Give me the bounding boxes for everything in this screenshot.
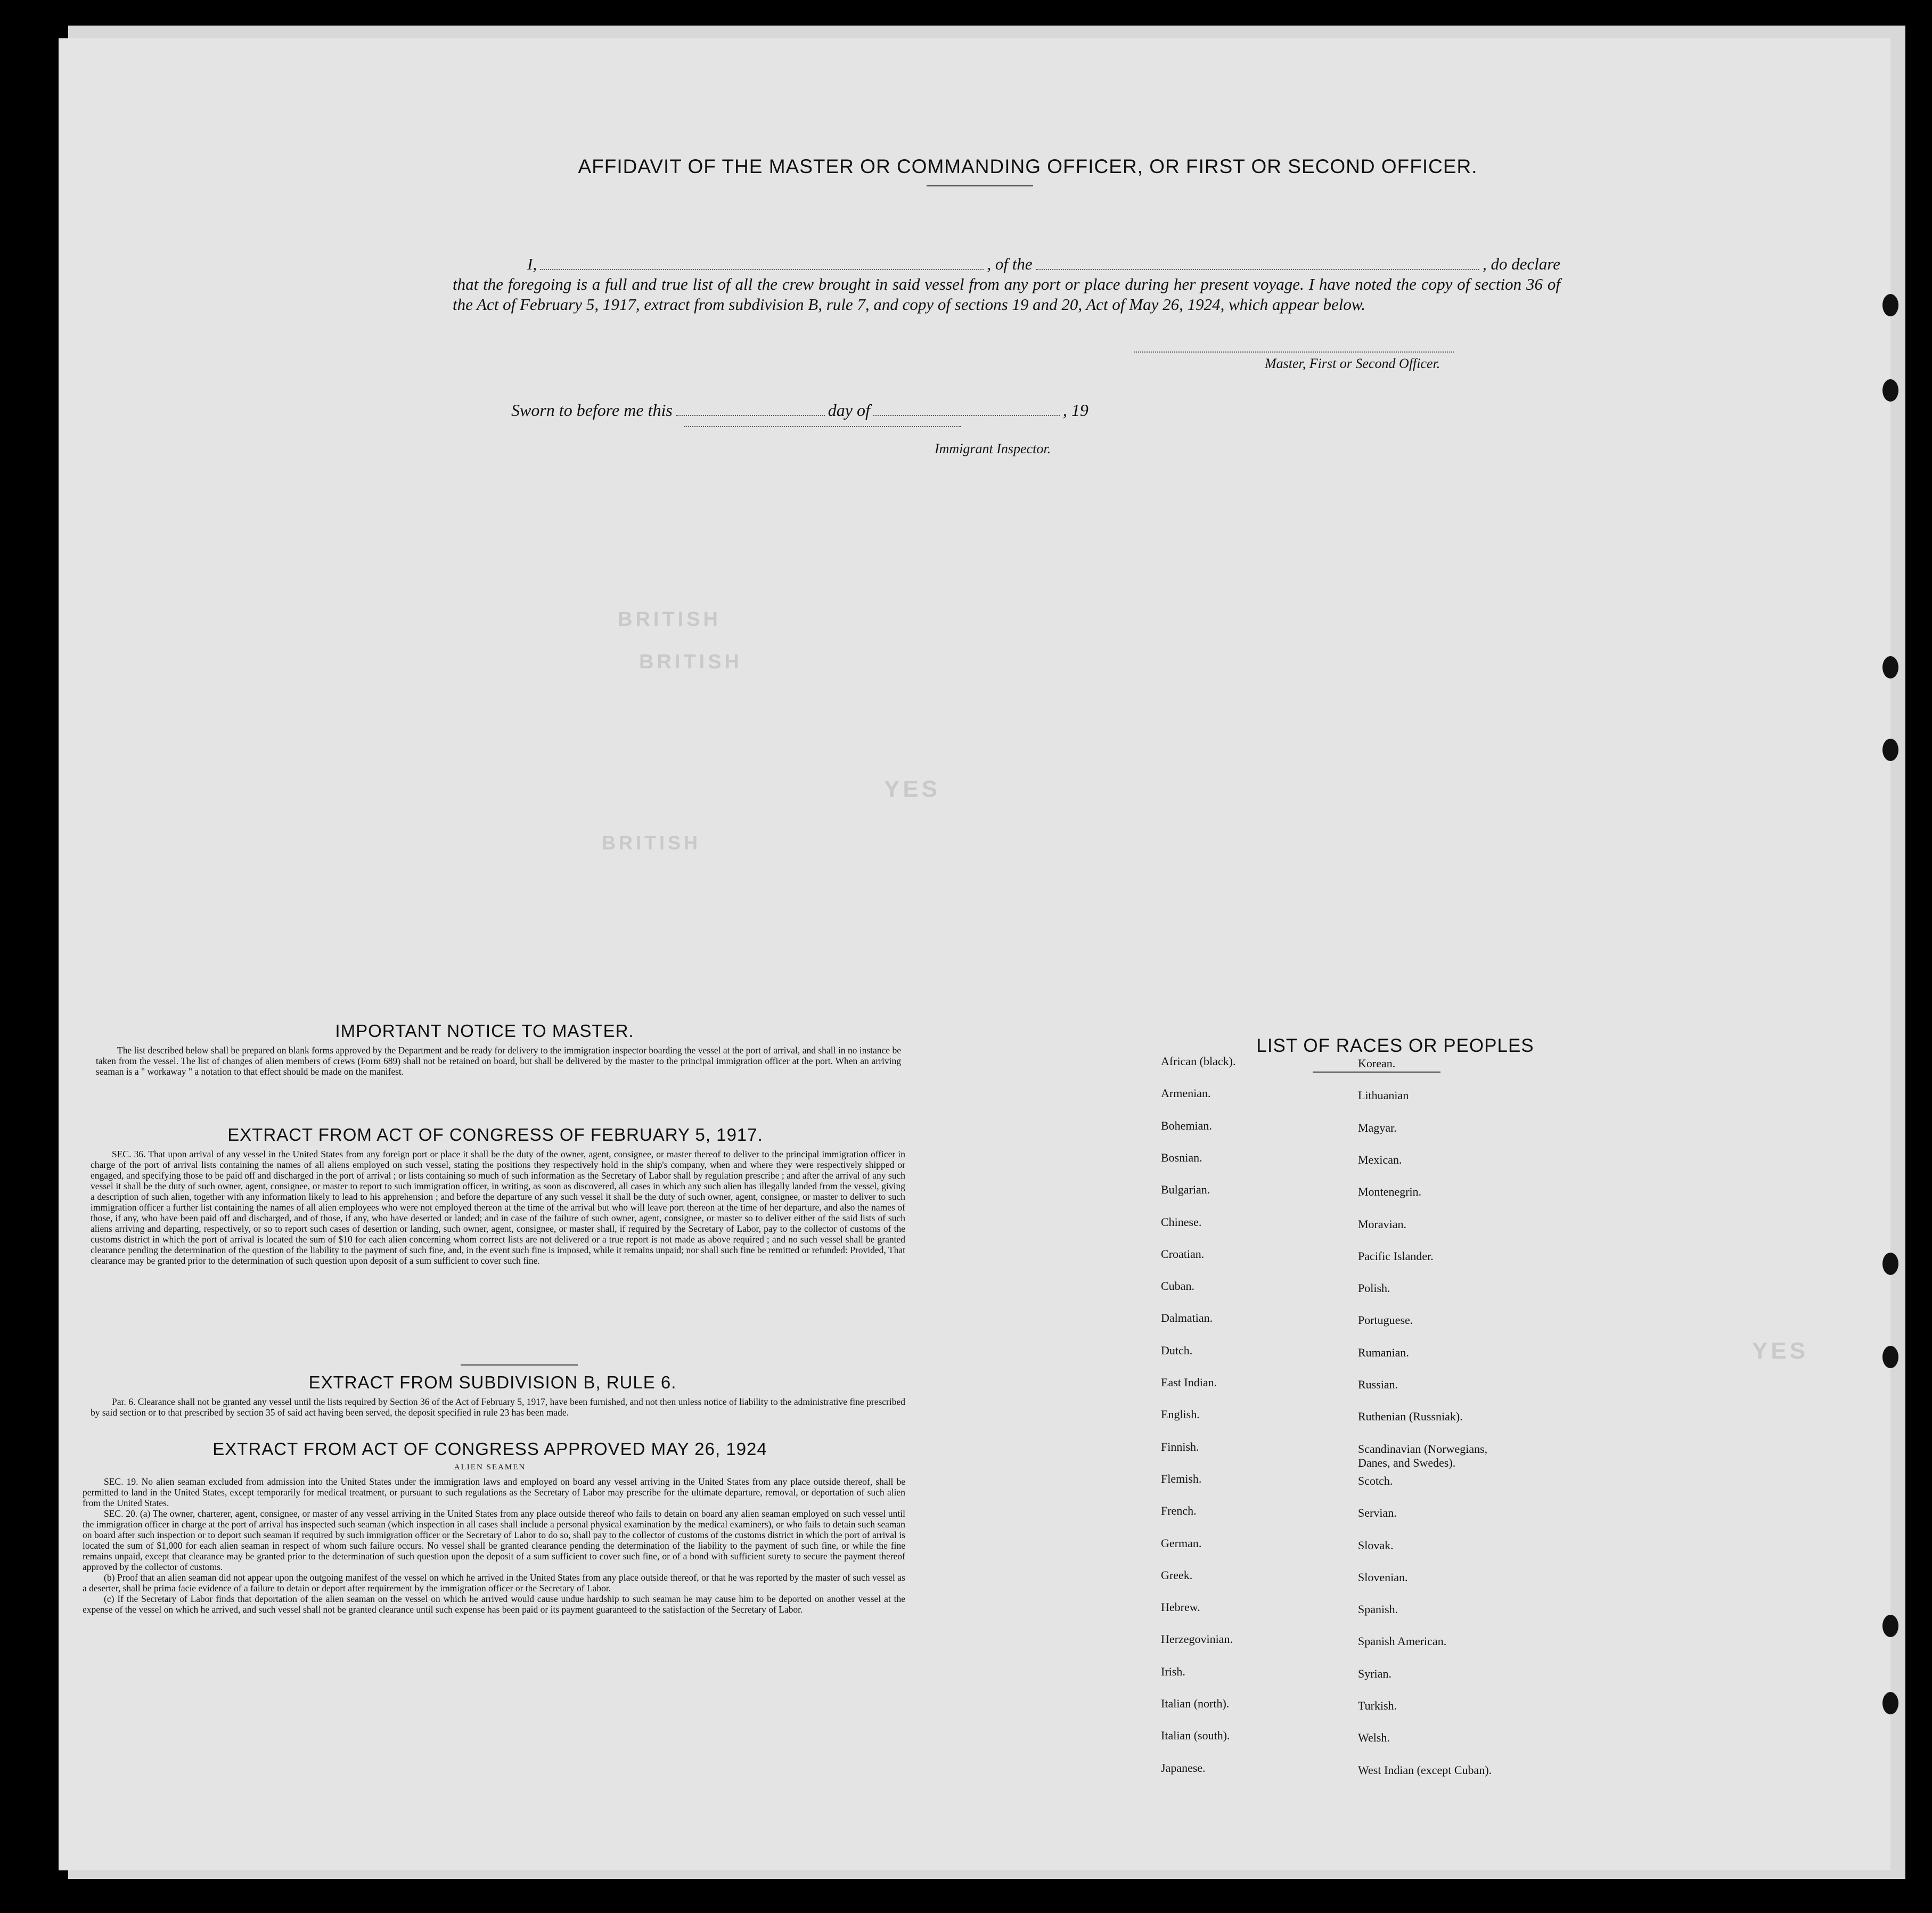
race-entry: Scandinavian (Norwegians, Danes, and Swedes).: [1358, 1442, 1488, 1469]
manifest-page: [59, 38, 1890, 1870]
race-entry: Scotch.: [1358, 1474, 1393, 1487]
race-entry: Japanese.: [1161, 1761, 1206, 1775]
binder-hole: [1882, 739, 1898, 761]
race-entry: Moravian.: [1358, 1217, 1407, 1231]
binder-hole: [1882, 379, 1898, 402]
bleed-through-mark: YES: [884, 776, 941, 802]
extract-rule6-title: EXTRACT FROM SUBDIVISION B, RULE 6.: [308, 1372, 677, 1392]
section-divider: [461, 1364, 578, 1366]
notice-text: The list described below shall be prepared on blank forms approved by the Department and be ready for delivery to the immigration inspector boarding the vessel at the port of arrival, and shall in no instance be taken from the vessel. The list of changes of alien members of crews (Form 689) shall not be retained on board, but shall be delivered by the master to the principal immigration officer at the port. When an arriving seaman is a " workaway " a notation to that effect should be made on the manifest.: [96, 1045, 901, 1077]
section-20a-text: SEC. 20. (a) The owner, charterer, agent, consignee, or master of any vessel arriving in the United States from any place outside thereof who fails to detain on board any alien seaman employed on such vessel until the immigration officer in charge at the port of arrival has inspected such seaman (which inspection in all cases shall include a personal physical examination by the medical examiners), or who fails to detain such seaman on board after such inspection or to deport such seaman if required by such immigration officer or the Secretary of Labor to do so, shall pay to the collector of customs of the customs district in which the port of arrival is located the sum of $1,000 for each alien seaman in respect of whom such failure occurs. No vessel shall be granted clearance pending the determination of the liability to the payment of such fine, or while the fine remains unpaid, except that clearance may be granted prior to the determination of such question upon the deposit of a sum sufficient to cover such fine, or of a bond with sufficient surety to secure the payment thereof approved by the collector of customs.: [83, 1508, 905, 1572]
sworn-month-field[interactable]: [873, 415, 1060, 416]
race-entry: Bosnian.: [1161, 1150, 1202, 1164]
race-entry: Lithuanian: [1358, 1089, 1409, 1102]
binder-hole: [1882, 294, 1898, 316]
race-entry: Russian.: [1358, 1378, 1398, 1391]
race-entry: Spanish American.: [1358, 1634, 1447, 1648]
declaration-first-line: [453, 254, 1560, 274]
master-signature-label: Master, First or Second Officer.: [1265, 356, 1440, 371]
sworn-prefix: Sworn to before me this: [511, 400, 673, 420]
race-entry: Cuban.: [1161, 1279, 1194, 1293]
race-entry: Armenian.: [1161, 1086, 1211, 1100]
race-entry: Bohemian.: [1161, 1118, 1212, 1132]
race-entry: Croatian.: [1161, 1247, 1205, 1261]
sworn-day-field[interactable]: [676, 415, 825, 416]
extract-1917-title: EXTRACT FROM ACT OF CONGRESS OF FEBRUARY 5, 1917.: [227, 1125, 763, 1144]
race-entry: Syrian.: [1358, 1666, 1391, 1680]
race-entry: Korean.: [1358, 1057, 1396, 1070]
section-20c-text: (c) If the Secretary of Labor finds that deportation of the alien seaman on the vessel on which he arrived would cause undue hardship to such seaman he may cause him to be deported on another vessel at the expense of the vessel on which he arrived, and such vessel shall not be granted clearance until such expense has been paid or its payment guaranteed to the satisfaction of the Secretary of Labor.: [83, 1593, 905, 1615]
binder-hole: [1882, 1253, 1898, 1275]
race-entry: Greek.: [1161, 1568, 1193, 1582]
bleed-through-mark: YES: [1752, 1338, 1809, 1364]
race-entry: Italian (south).: [1161, 1729, 1230, 1743]
race-entry: Irish.: [1161, 1664, 1185, 1678]
extract-1924-subtitle: ALIEN SEAMEN: [454, 1463, 526, 1471]
binder-hole: [1882, 1692, 1898, 1714]
race-entry: German.: [1161, 1536, 1202, 1550]
title-divider: [927, 185, 1033, 186]
sworn-day-label: day of: [828, 400, 870, 420]
vessel-blank-field[interactable]: [1036, 269, 1479, 270]
signature-line-inspector[interactable]: [684, 426, 961, 427]
binder-hole: [1882, 1615, 1898, 1637]
race-entry: West Indian (except Cuban).: [1358, 1763, 1492, 1777]
race-entry: French.: [1161, 1504, 1197, 1518]
race-entry: Dutch.: [1161, 1343, 1193, 1357]
notice-title: IMPORTANT NOTICE TO MASTER.: [335, 1021, 634, 1041]
race-entry: Welsh.: [1358, 1731, 1390, 1745]
binder-holes: [1882, 38, 1904, 1870]
race-entry: Chinese.: [1161, 1215, 1202, 1229]
race-entry: Spanish.: [1358, 1603, 1398, 1616]
race-entry: English.: [1161, 1408, 1200, 1421]
bleed-through-mark: BRITISH: [602, 832, 701, 854]
race-entry: African (black).: [1161, 1054, 1236, 1068]
section-19-text: SEC. 19. No alien seaman excluded from admission into the United States under the immigration laws and employed on board any vessel arriving in the United States from any place outside thereof, shall be permitted to land in the United States, except temporarily for medical treatment, or pursuant to such regulations as the Secretary of Labor may prescribe for the ultimate departure, removal, or deportation of such alien from the United States.: [83, 1476, 905, 1508]
declaration-body: that the foregoing is a full and true list of all the crew brought in said vessel from any port or place during her present voyage. I have noted the copy of section 36 of the Act of February 5, 1917, extract from subdivision B, rule 7, and copy of sections 19 and 20, Act of May 26, 1924, which appear below.: [453, 275, 1560, 314]
race-entry: Ruthenian (Russniak).: [1358, 1410, 1463, 1424]
inspector-signature-label: Immigrant Inspector.: [935, 441, 1051, 456]
race-entry: Montenegrin.: [1358, 1185, 1422, 1199]
race-entry: Finnish.: [1161, 1440, 1199, 1453]
race-entry: Mexican.: [1358, 1152, 1402, 1166]
race-entry: Italian (north).: [1161, 1697, 1230, 1710]
race-entry: Flemish.: [1161, 1471, 1202, 1485]
race-entry: Rumanian.: [1358, 1345, 1409, 1359]
extract-1917-text: SEC. 36. That upon arrival of any vessel in the United States from any foreign port or place it shall be the duty of the owner, agent, consignee, or master thereof to deliver to the principal immigration officer in charge of the port of arrival lists containing the names of all aliens employed on such vessel, stating the positions they respectively hold in the ship's company, when and where they were respectively shipped or engaged, and specifying those to be paid off and discharged in the port of arrival ; or lists containing so much of such information as the Secretary of Labor shall by regulation prescribe ; and after the arrival of any such vessel it shall be the duty of such owner, agent, consignee, or master to report to such immigration officer, in writing, as soon as discovered, all cases in which any such alien has illegally landed from the vessel, giving a description of such alien, together with any information likely to lead to his apprehension ; and before the departure of any such vessel it shall be the duty of such owner, agent, consignee, or master to deliver to such immigration officer a further list containing the names of all alien employees who were not employed thereon at the time of the arrival but who will leave port thereon at the time of her departure, and also the names of those, if any, who have been paid off and discharged, and of those, if any, who have deserted or landed; and in case of the failure of such owner, agent, consignee, or master so to deliver either of the said lists of such aliens arriving and departing, respectively, or so to report such cases of desertion or landing, such owner, agent, consignee, or master shall, if required by the Secretary of Labor, pay to the collector of customs of the customs district in which the port of arrival is located the sum of $10 for each alien concerning whom correct lists are not delivered or a true report is not made as above required ; and no such vessel shall be granted clearance pending the determination of the question of the liability to the payment of such fine, and, in the event such fine is imposed, while it remains unpaid; nor shall such fine be remitted or refunded: Provided, That clearance may be granted prior to the determination of such question upon deposit of a sum sufficient to cover such fine.: [91, 1149, 905, 1266]
name-blank-field[interactable]: [540, 269, 984, 270]
bleed-through-mark: BRITISH: [639, 651, 742, 673]
race-entry: Polish.: [1358, 1281, 1390, 1295]
race-entry: East Indian.: [1161, 1376, 1217, 1389]
race-entry: Bulgarian.: [1161, 1183, 1210, 1197]
race-entry: Magyar.: [1358, 1121, 1397, 1134]
signature-line-master[interactable]: [1134, 351, 1454, 353]
affidavit-title: AFFIDAVIT OF THE MASTER OR COMMANDING OFFICER, OR FIRST OR SECOND OFFICER.: [578, 156, 1478, 177]
sworn-line: [511, 400, 1088, 420]
race-entry: Servian.: [1358, 1506, 1397, 1520]
extract-1924-sections: [83, 1476, 905, 1615]
race-entry: Turkish.: [1358, 1699, 1397, 1712]
affidavit-declaration: [453, 254, 1560, 315]
declaration-of-the: , of the: [987, 255, 1033, 273]
extract-1924-title: EXTRACT FROM ACT OF CONGRESS APPROVED MAY 26, 1924: [212, 1439, 767, 1459]
race-entry: Portuguese.: [1358, 1313, 1413, 1327]
race-entry: Dalmatian.: [1161, 1311, 1213, 1325]
race-entry: Hebrew.: [1161, 1600, 1200, 1614]
sworn-year-label: , 19: [1062, 400, 1088, 420]
race-entry: Pacific Islander.: [1358, 1249, 1434, 1263]
races-title: LIST OF RACES OR PEOPLES: [1256, 1035, 1534, 1056]
declaration-do-declare: , do declare: [1482, 255, 1561, 273]
binder-hole: [1882, 1346, 1898, 1368]
bleed-through-mark: BRITISH: [618, 608, 721, 631]
extract-rule6-text: Par. 6. Clearance shall not be granted any vessel until the lists required by Section 36 of the Act of February 5, 1917, have been furnished, and not then unless notice of liability to the administrative fine prescribed by said section or to that prescribed by section 35 of said act having been served, the deposit specified in rule 23 has been made.: [91, 1396, 905, 1418]
races-divider: [1313, 1072, 1440, 1073]
binder-hole: [1882, 656, 1898, 678]
race-entry: Herzegovinian.: [1161, 1632, 1233, 1646]
race-entry: Slovak.: [1358, 1538, 1394, 1552]
declaration-i: I,: [527, 255, 537, 273]
section-20b-text: (b) Proof that an alien seaman did not appear upon the outgoing manifest of the vessel on which he arrived in the United States from any place outside thereof, or that he was reported by the master of such vessel as a deserter, shall be prima facie evidence of a failure to detain or deport after requirement by the immigration officer or the Secretary of Labor.: [83, 1572, 905, 1593]
race-entry: Slovenian.: [1358, 1570, 1408, 1584]
